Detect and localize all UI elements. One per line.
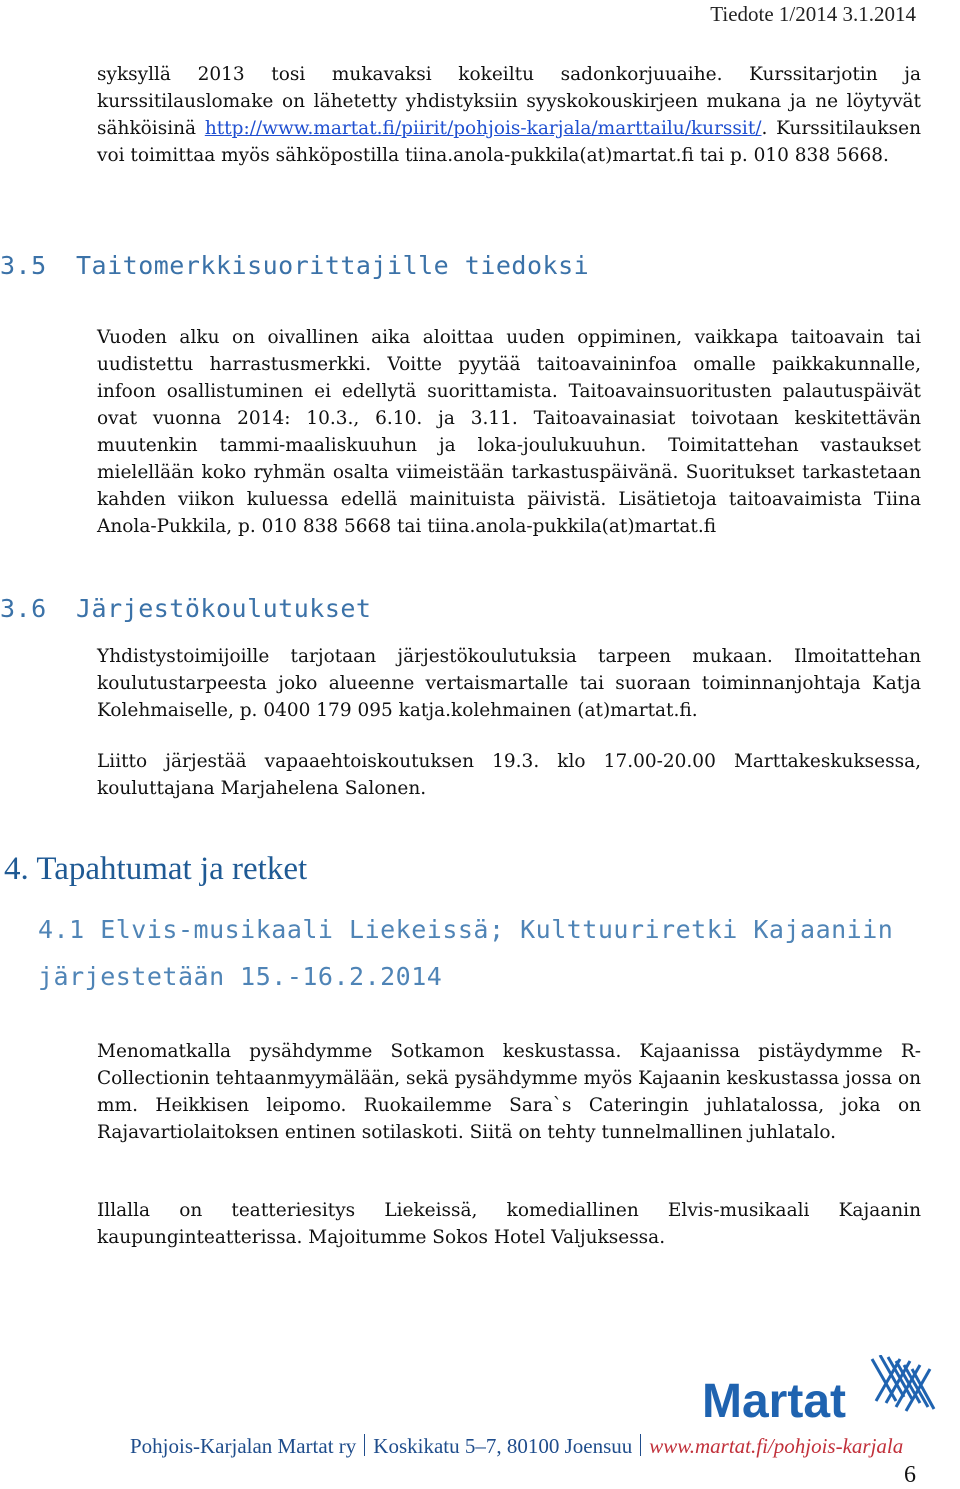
section-number: 3.6 xyxy=(0,594,47,623)
courses-link[interactable]: http://www.martat.fi/piirit/pohjois-karjala/marttailu/kurssit/ xyxy=(204,118,762,139)
section-3-5-heading xyxy=(0,251,589,280)
section-title: Järjestökoulutukset xyxy=(76,594,372,623)
document-header: Tiedote 1/2014 3.1.2014 xyxy=(710,2,916,26)
footer-separator xyxy=(640,1434,641,1456)
footer-url[interactable]: www.martat.fi/pohjois-karjala xyxy=(649,1434,904,1458)
footer-org: Pohjois-Karjalan Martat ry xyxy=(130,1434,357,1458)
section-4-1-body-2: Illalla on teatteriesitys Liekeissä, komediallinen Elvis-musikaali Kajaanin kaupunginteatterissa. Majoitumme Sokos Hotel Valjuksessa. xyxy=(97,1200,921,1248)
footer-separator xyxy=(364,1434,365,1456)
section-3-6-body-1: Yhdistystoimijoille tarjotaan järjestökoulutuksia tarpeen mukaan. Ilmoitattehan koulutustarpeesta joko alueenne vertaismartalle tai suoraan toiminnanjohtaja Katja Kolehmaiselle, p. 0400 179 095 katja.kolehmainen (at)martat.fi. xyxy=(97,646,921,721)
section-4-heading: 4. Tapahtumat ja retket xyxy=(4,851,308,887)
section-4-1-heading-line-1: 4.1 Elvis-musikaali Liekeissä; Kulttuuriretki Kajaaniin xyxy=(38,915,894,944)
martat-logo xyxy=(700,1355,940,1431)
section-3-5-body: Vuoden alku on oivallinen aika aloittaa uuden oppiminen, vaikkapa taitoavain tai uudistettu harrastusmerkki. Voitte pyytää taitoavaininfoa omalle paikkakunnalle, infoon osallistuminen ei edellytä suorittamista. Taitoavainsuoritusten palautuspäivät ovat vuonna 2014: 10.3., 6.10. ja 3.11. Taitoavainasiat toivotaan keskitettävän muutenkin tammi-maaliskuuhun ja loka-joulukuuhun. Toimitattehan vastaukset mielellään koko ryhmän osalta viimeistään tarkastuspäivänä. Suoritukset tarkastetaan kahden viikon kuluessa edellä mainituista päivistä. Lisätietoja taitoavaimista Tiina Anola-Pukkila, p. 010 838 5668 tai tiina.anola-pukkila(at)martat.fi xyxy=(97,327,921,537)
logo-wordmark: Martat xyxy=(702,1375,847,1428)
logo-weave-icon xyxy=(872,1355,934,1411)
intro-text-before-link: syksyllä 2013 tosi mukavaksi kokeiltu sadonkorjuuaihe. Kurssitarjotin ja kurssitilauslomake on lähetetty yhdistyksiin syyskokouskirjeen mukana ja ne löytyvät sähköisinä xyxy=(97,64,921,139)
section-number: 3.5 xyxy=(0,251,47,280)
section-3-6-body-2: Liitto järjestää vapaaehtoiskoutuksen 19.3. klo 17.00-20.00 Marttakeskuksessa, kouluttajana Marjahelena Salonen. xyxy=(97,751,921,799)
intro-paragraph xyxy=(97,61,921,169)
footer-line xyxy=(130,1434,903,1459)
footer-address: Koskikatu 5–7, 80100 Joensuu xyxy=(373,1434,633,1458)
intro-text-after-link: . Kurssitilauksen voi toimittaa myös sähköpostilla tiina.anola-pukkila(at)martat.fi tai p. 010 838 5668. xyxy=(97,118,921,166)
section-title: Taitomerkkisuorittajille tiedoksi xyxy=(76,251,590,280)
section-4-1-body-1: Menomatkalla pysähdymme Sotkamon keskustassa. Kajaanissa pistäydymme R-Collectionin tehtaanmyymälään, sekä pysähdymme myös Kajaanin keskustassa jossa on mm. Heikkisen leipomo. Ruokailemme Sara`s Cateringin juhlatalossa, joka on Rajavartiolaitoksen entinen sotilaskoti. Siitä on tehty tunnelmallinen juhlatalo. xyxy=(97,1041,921,1143)
section-3-6-heading xyxy=(0,594,371,623)
section-4-1-heading-line-2: järjestetään 15.-16.2.2014 xyxy=(38,962,443,991)
page-number: 6 xyxy=(904,1462,916,1488)
